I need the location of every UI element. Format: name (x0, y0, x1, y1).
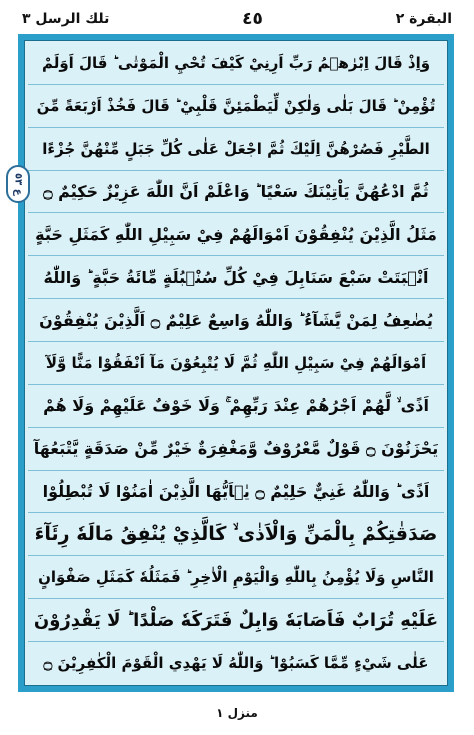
page-number: ٤٥ (242, 9, 263, 29)
text-line: الطَّيْرِ فَصُرْهُنَّ اِلَيْكَ ثُمَّ اجْعَلْ عَلٰى كُلِّ جَبَلٍ مِّنْهُنَّ جُزْءًا (28, 128, 444, 171)
text-line: ثُمَّ ادْعُهُنَّ يَاْتِيْنَكَ سَعْيًا ؕ وَاعْلَمْ اَنَّ اللّٰهَ عَزِيْزٌ حَكِيْمٌ ۝ (28, 171, 444, 214)
text-line: اَمْوَالَهُمْ فِيْ سَبِيْلِ اللّٰهِ ثُمَّ لَا يُتْبِعُوْنَ مَآ اَنْفَقُوْا مَنًّا وَّلَآ (28, 342, 444, 385)
text-line: يَحْزَنُوْنَ ۝ قَوْلٌ مَّعْرُوْفٌ وَّمَغْفِرَةٌ خَيْرٌ مِّنْ صَدَقَةٍ يَّتْبَعُهَآ (28, 428, 444, 471)
text-line: يُضٰعِفُ لِمَنْ يَّشَآءُ ؕ وَاللّٰهُ وَاسِعٌ عَلِيْمٌ ۝ اَلَّذِيْنَ يُنْفِقُوْنَ (28, 299, 444, 342)
text-line: تُؤْمِنْ ؕ قَالَ بَلٰى وَلٰكِنْ لِّيَطْمَئِنَّ قَلْبِيْ ؕ قَالَ فَخُذْ اَرْبَعَةً مِّنَ (28, 85, 444, 128)
ruku-marker: ع ٥٣ (6, 165, 30, 203)
text-line: عَلٰى شَيْءٍ مِّمَّا كَسَبُوْا ؕ وَاللّٰهُ لَا يَهْدِي الْقَوْمَ الْكٰفِرِيْنَ ۝ (43, 653, 429, 672)
text-line: النَّاسِ وَلَا يُؤْمِنُ بِاللّٰهِ وَالْيَوْمِ الْاٰخِرِ ؕ فَمَثَلُهٗ كَمَثَلِ صَفْوَانٍ (28, 556, 444, 599)
text-line: مَثَلُ الَّذِيْنَ يُنْفِقُوْنَ اَمْوَالَهُمْ فِيْ سَبِيْلِ اللّٰهِ كَمَثَلِ حَبَّةٍ (28, 213, 444, 256)
text-line: عَلَيْهِ تُرَابٌ فَاَصَابَهٗ وَابِلٌ فَتَرَكَهٗ صَلْدًا ؕ لَا يَقْدِرُوْنَ (28, 599, 444, 642)
juz-name: تلك الرسل ٣ (22, 11, 110, 27)
text-line: اَذًى ؕ وَاللّٰهُ غَنِيٌّ حَلِيْمٌ ۝ يٰۤاَيُّهَا الَّذِيْنَ اٰمَنُوْا لَا تُبْطِلُوْا (28, 471, 444, 514)
text-line: وَاِذْ قَالَ اِبْرٰهٖمُ رَبِّ اَرِنِيْ كَيْفَ تُحْيِ الْمَوْتٰى ؕ قَالَ اَوَلَمْ (28, 42, 444, 85)
text-line: اَنْۢبَتَتْ سَبْعَ سَنَابِلَ فِيْ كُلِّ سُنْۢبُلَةٍ مِّائَةُ حَبَّةٍ ؕ وَاللّٰهُ (28, 256, 444, 299)
quran-text-block (28, 42, 444, 684)
text-line: اَذًى ۙ لَّهُمْ اَجْرُهُمْ عِنْدَ رَبِّهِمْ ۚ وَلَا خَوْفٌ عَلَيْهِمْ وَلَا هُمْ (28, 385, 444, 428)
manzil-footer: منزل ١ (216, 706, 258, 720)
surah-name: البقرة ٢ (395, 11, 452, 27)
page-header (22, 4, 452, 34)
text-line: صَدَقٰتِكُمْ بِالْمَنِّ وَالْاَذٰى ۙ كَالَّذِيْ يُنْفِقُ مَالَهٗ رِئَآءَ (28, 513, 444, 556)
